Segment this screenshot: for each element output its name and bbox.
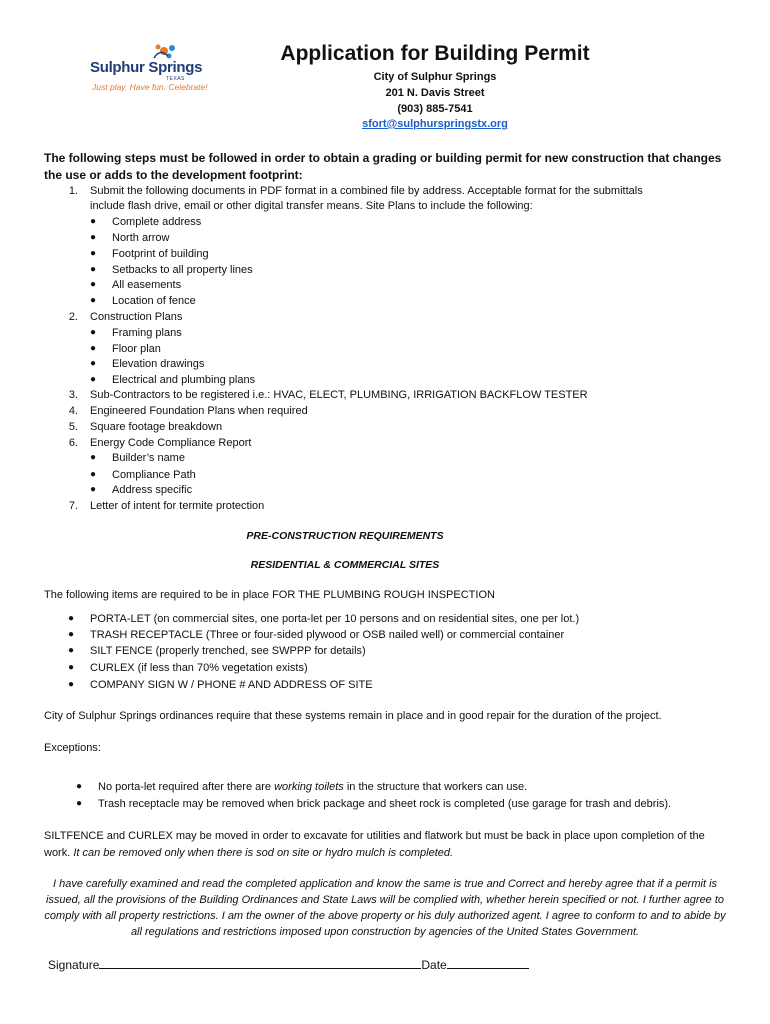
signature-label: Signature: [48, 958, 100, 972]
step-text: Letter of intent for termite protection: [90, 500, 265, 512]
bullet-icon: ●: [76, 798, 83, 809]
rough-inspection-lead: The following items are required to be in place FOR THE PLUMBING ROUGH INSPECTION: [44, 589, 495, 601]
document-page: Sulphur Springs TEXAS Just play. Have fun. Celebrate! Application for Building Permit City of Sulphur Springs 201 N. Davis Street (903) 885-7541 sfort@sulphurspringstx.org The following steps must be followed in order to obtain a grading or building permit for new construction that changes the use or adds to the development footprint: 1. Submit the following documents in PDF format in a combined file by address. Acceptable format for the submittals include flash drive, email or other digital transfer means. Site Plans to include the following: ● Complete address ● North arrow ● Footprint of building ● Setbacks to all property lines ● All easements ● Location of fence 2. Construction Plans ● Framing plans ● Floor plan ● Elevation drawings ● Electrical and plumbing plans 3. Sub-Contractors to be registered i.e.: HVAC, ELECT, PLUMBING, IRRIGATION BACKFLOW TESTER 4. Engineered Foundation Plans when required 5. Square footage breakdown 6. Energy Code Compliance Report ● Builder’s name ● Compliance Path ● Address specific 7. Letter of intent for termite protection PRE-CONSTRUCTION REQUIREMENTS RESIDENTIAL & COMMERCIAL SITES The following items are required to be in place FOR THE PLUMBING ROUGH INSPECTION ● PORTA-LET (on commercial sites, one porta-let per 10 persons and on residential sites, one per lot.) ● TRASH RECEPTACLE (Three or four-sided plywood or OSB nailed well) or commercial container ● SILT FENCE (properly trenched, see SWPPP for details) ● CURLEX (if less than 70% vegetation exists) ● COMPANY SIGN W / PHONE # AND ADDRESS OF SITE City of Sulphur Springs ordinances require that these systems remain in place and in good repair for the duration of the project. Exceptions: ● No porta-let required after there are working toilets in the structure that workers can use. ● Trash receptacle may be removed when brick package and sheet rock is completed (use garage for trash and debris). SILTFENCE and CURLEX may be moved in order to excavate for utilities and flatwork but must be back in place upon completion of the work. It can be removed only when there is sod on site or hydro mulch is completed. I have carefully examined and read the completed application and know the same is true and Correct and hereby agree that if a permit is issued, all the provisions of the Building Ordinances and State Laws will be complied with, whether herein specified or not. I further agree to comply with all property restrictions. I am the owner of the above property or his duly authorized agent. I agree to conform to and to abide by all regulations and restrictions imposed upon construction by agencies of the United States Government. Signature Date: [0, 0, 770, 1024]
step-text: Square footage breakdown: [90, 421, 223, 433]
bullet-icon: ●: [68, 679, 75, 690]
header-email-link[interactable]: sfort@sulphurspringstx.org: [362, 118, 508, 130]
bullet-icon: ●: [76, 781, 83, 792]
bullet-icon: ●: [90, 248, 97, 259]
step-number: 5.: [68, 421, 78, 433]
bullet-icon: ●: [90, 295, 97, 306]
step-text: include flash drive, email or other digital transfer means. Site Plans to include the following:: [90, 200, 533, 212]
logo-name: Sulphur Springs: [90, 59, 203, 76]
exception-text: No porta-let required after there are working toilets in the structure that workers can use.: [98, 781, 528, 793]
intro-text: The following steps must be followed in order to obtain a grading or building permit for new construction that changes the use or adds to the development footprint:: [44, 151, 722, 182]
header-address: 201 N. Davis Street: [385, 87, 485, 99]
bullet-icon: ●: [68, 662, 75, 673]
signature-row: [48, 956, 529, 972]
header-city: City of Sulphur Springs: [373, 71, 497, 83]
exceptions-label: Exceptions:: [44, 742, 101, 754]
step-text: Engineered Foundation Plans when required: [90, 405, 308, 417]
date-label: Date: [421, 958, 447, 972]
bullet-icon: ●: [68, 613, 75, 624]
bullet-icon: ●: [90, 279, 97, 290]
disclaimer-text: I have carefully examined and read the completed application and know the same is true and Correct and hereby agree that if a permit is issued, all the provisions of the Building Ordinances and State Laws will be complied with, whether herein specified or not. I further agree to comply with all property restrictions. I am the owner of the above property or his duly authorized agent. I agree to conform to and to abide by all regulations and restrictions imposed upon construction by agencies of the United States Government.: [44, 878, 726, 938]
date-line[interactable]: [447, 956, 529, 969]
step-text: Sub-Contractors to be registered i.e.: HVAC, ELECT, PLUMBING, IRRIGATION BACKFLOW TESTER: [90, 389, 588, 401]
header-phone: (903) 885-7541: [397, 103, 473, 115]
step-number: 7.: [68, 500, 78, 512]
bullet-icon: ●: [90, 216, 97, 227]
bullet-icon: ●: [90, 374, 97, 385]
step-number: 4.: [68, 405, 78, 417]
step-number: 1.: [68, 185, 78, 197]
section-heading-sites: RESIDENTIAL & COMMERCIAL SITES: [250, 559, 440, 571]
siltfence-text: SILTFENCE and CURLEX may be moved in order to excavate for utilities and flatwork but must be back in place upon completion of the work. It can be removed only when there is sod on site or hydro mulch is completed.: [44, 830, 705, 859]
signature-line[interactable]: [99, 956, 421, 969]
bullet-icon: ●: [68, 629, 75, 640]
bullet-icon: ●: [90, 452, 97, 463]
step-text: Construction Plans: [90, 311, 183, 323]
bullet-icon: ●: [90, 343, 97, 354]
bullet-icon: ●: [90, 484, 97, 495]
bullet-icon: ●: [68, 645, 75, 656]
step-number: 6.: [68, 437, 78, 449]
bullet-icon: ●: [90, 264, 97, 275]
page-title: Application for Building Permit: [280, 42, 590, 65]
ordinance-text: City of Sulphur Springs ordinances require that these systems remain in place and in good repair for the duration of the project.: [44, 710, 662, 722]
logo-state: TEXAS: [166, 76, 185, 82]
step-text: Submit the following documents in PDF format in a combined file by address. Acceptable format for the submittals: [90, 185, 643, 197]
header-email-row: [0, 118, 770, 130]
bullet-icon: ●: [90, 469, 97, 480]
step-text: Energy Code Compliance Report: [90, 437, 252, 449]
step-number: 2.: [68, 311, 78, 323]
step-number: 3.: [68, 389, 78, 401]
section-heading-pre-construction: PRE-CONSTRUCTION REQUIREMENTS: [246, 530, 444, 542]
logo-tagline: Just play. Have fun. Celebrate!: [92, 82, 208, 92]
bullet-icon: ●: [90, 358, 97, 369]
bullet-icon: ●: [90, 327, 97, 338]
bullet-icon: ●: [90, 232, 97, 243]
